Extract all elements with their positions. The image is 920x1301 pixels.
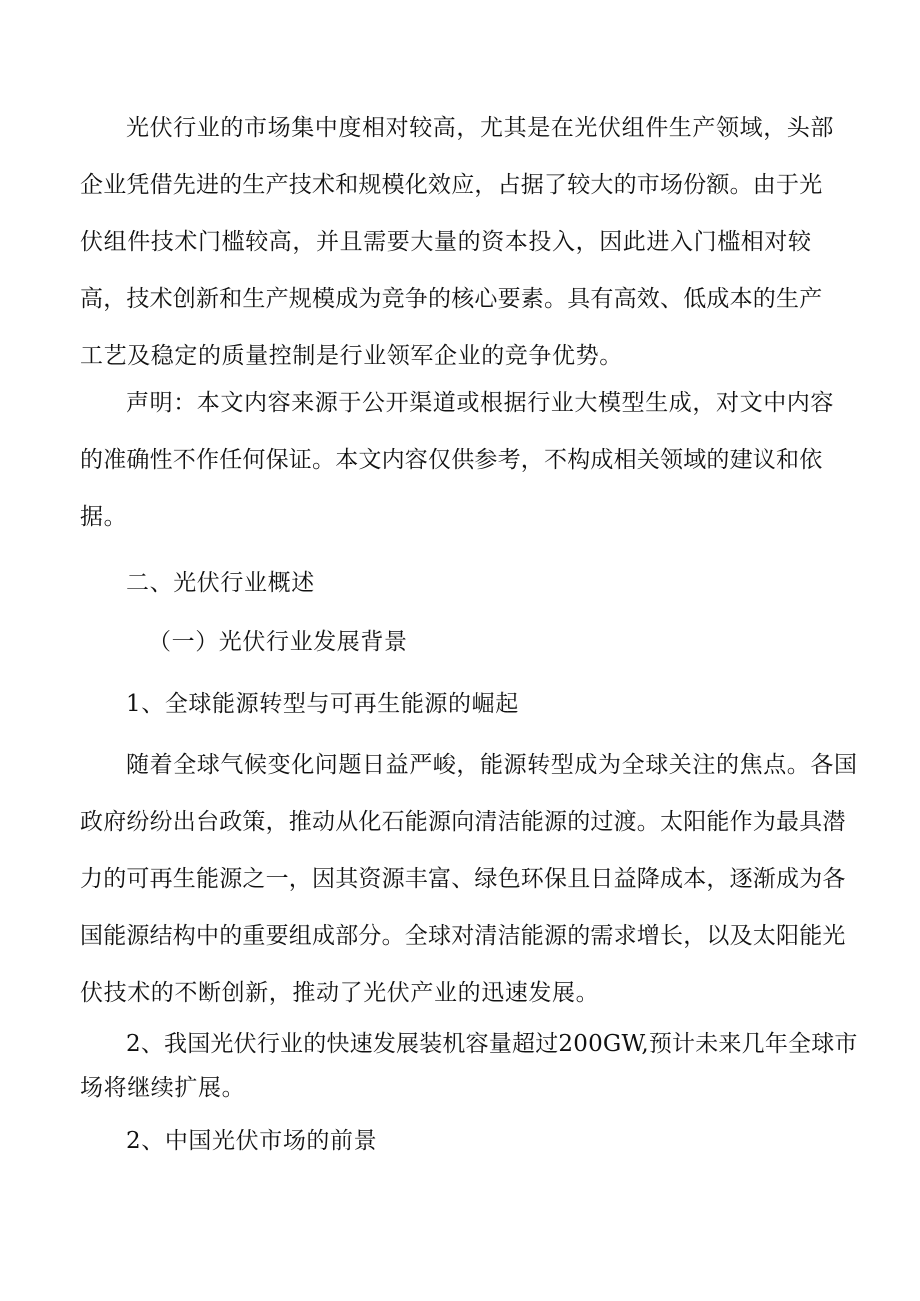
paragraph-market-concentration: [80, 100, 840, 385]
item-heading-global-energy: 1、全球能源转型与可再生能源的崛起: [126, 691, 519, 717]
text-line: 伏组件技术门槛较高，并且需要大量的资本投入，因此进入门槛相对较: [80, 229, 812, 255]
paragraph-disclaimer: [80, 375, 840, 546]
text-line: 企业凭借先进的生产技术和规模化效应，占据了较大的市场份额。由于光: [80, 172, 823, 198]
text-line: 国能源结构中的重要组成部分。全球对清洁能源的需求增长，以及太阳能光: [80, 923, 846, 949]
paragraph-china-growth: [80, 1022, 858, 1110]
text-line: 据。: [80, 504, 128, 530]
text-line: 光伏行业的市场集中度相对较高，尤其是在光伏组件生产领域，头部: [126, 115, 834, 141]
section-heading: 二、光伏行业概述: [126, 570, 315, 596]
text-line: 工艺及稳定的质量控制是行业领军企业的竞争优势。: [80, 343, 623, 369]
text-line: 2、我国光伏行业的快速发展装机容量超过200GW,预计未来几年全球市: [126, 1031, 858, 1057]
item-heading-china-market: 2、中国光伏市场的前景: [126, 1128, 378, 1154]
text-line: 场将继续扩展。: [80, 1075, 246, 1101]
text-line: 声明：本文内容来源于公开渠道或根据行业大模型生成，对文中内容: [126, 390, 834, 416]
text-line: 的准确性不作任何保证。本文内容仅供参考，不构成相关领域的建议和依: [80, 447, 823, 473]
text-line: 政府纷纷出台政策，推动从化石能源向清洁能源的过渡。太阳能作为最具潜: [80, 809, 846, 835]
paragraph-energy-transition: [80, 737, 858, 1022]
text-line: 随着全球气候变化问题日益严峻，能源转型成为全球关注的焦点。各国: [126, 752, 858, 778]
text-line: 力的可再生能源之一，因其资源丰富、绿色环保且日益降成本，逐渐成为各: [80, 866, 846, 892]
text-line: 伏技术的不断创新，推动了光伏产业的迅速发展。: [80, 980, 600, 1006]
subsection-heading: （一）光伏行业发展背景: [148, 629, 408, 655]
text-line: 高，技术创新和生产规模成为竞争的核心要素。具有高效、低成本的生产: [80, 286, 823, 312]
